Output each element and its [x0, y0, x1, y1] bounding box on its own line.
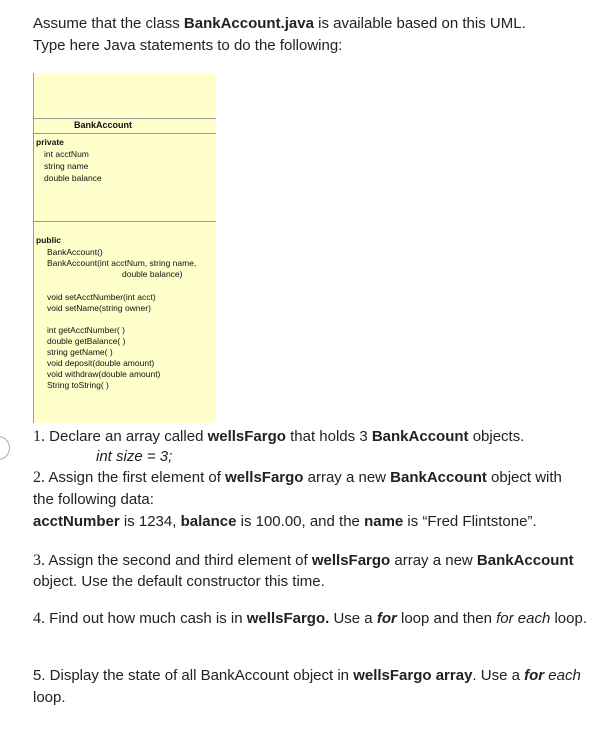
uml-name-divider: [34, 133, 216, 134]
class-file-name: BankAccount.java: [183, 15, 314, 32]
uml-class-diagram: [33, 73, 216, 423]
question-1: 1. Declare an array called wellsFargo that holds 3 BankAccount objects.: [33, 428, 525, 445]
question-5-line-2: loop.: [33, 689, 66, 706]
uml-method: int getAcctNumber( ): [47, 325, 125, 335]
uml-public-label: public: [36, 235, 62, 245]
question-3: 3. Assign the second and third element of wellsFargo array a new BankAccount: [33, 552, 574, 569]
uml-method: String toString( ): [47, 380, 109, 390]
question-2-line-2: the following data:: [33, 491, 154, 508]
uml-constructor-continued: double balance): [122, 269, 183, 279]
uml-class-name: BankAccount: [74, 120, 133, 130]
uml-method: void withdraw(double amount): [47, 369, 161, 379]
intro-line-2: Type here Java statements to do the following:: [33, 37, 343, 54]
question-1-code: int size = 3;: [96, 448, 173, 465]
uml-field: string name: [44, 161, 89, 171]
uml-method: double getBalance( ): [47, 336, 126, 346]
uml-method: void setName(string owner): [47, 303, 151, 313]
question-5: 5. Display the state of all BankAccount object in wellsFargo array. Use a for each: [33, 667, 581, 684]
uml-fields-divider: [34, 221, 216, 222]
margin-circle-marker: [0, 436, 10, 460]
uml-method: void deposit(double amount): [47, 358, 155, 368]
question-2-data: acctNumber is 1234, balance is 100.00, and the name is “Fred Flintstone”.: [33, 513, 537, 530]
uml-field: double balance: [44, 173, 102, 183]
uml-method: void setAcctNumber(int acct): [47, 292, 156, 302]
uml-top-divider: [34, 118, 216, 119]
uml-method: string getName( ): [47, 347, 113, 357]
uml-constructor: BankAccount(): [47, 247, 103, 257]
uml-private-label: private: [36, 137, 64, 147]
intro-line-1: Assume that the class BankAccount.java is available based on this UML.: [33, 15, 526, 32]
question-2: 2. Assign the first element of wellsFargo array a new BankAccount object with: [33, 469, 562, 486]
uml-field: int acctNum: [44, 149, 89, 159]
uml-constructor: BankAccount(int acctNum, string name,: [47, 258, 197, 268]
question-3-line-2: object. Use the default constructor this time.: [33, 573, 325, 590]
question-4: 4. Find out how much cash is in wellsFargo. Use a for loop and then for each loop.: [33, 610, 587, 627]
